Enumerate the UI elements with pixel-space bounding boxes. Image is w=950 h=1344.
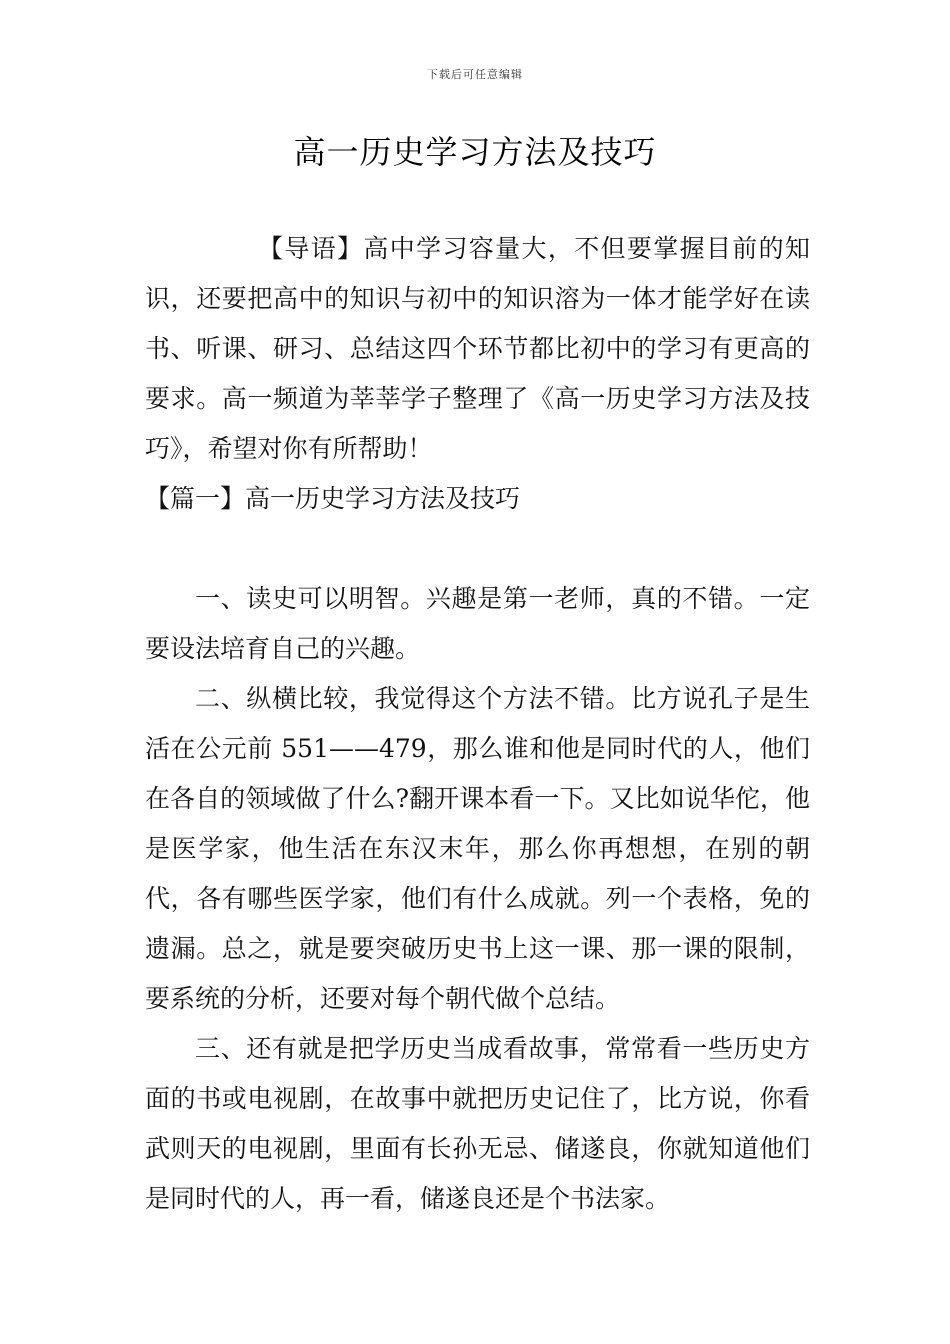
header-note: 下载后可任意编辑 <box>427 68 523 81</box>
document-title: 高一历史学习方法及技巧 <box>293 133 657 171</box>
body-paragraph: 一、读史可以明智。兴趣是第一老师，真的不错。一定要设法培育自己的兴趣。 <box>145 584 810 663</box>
body-paragraph: 三、还有就是把学历史当成看故事，常常看一些历史方面的书或电视剧，在故事中就把历史记住了，比方说，你看武则天的电视剧，里面有长孙无忌、储遂良，你就知道他们是同时代的人，再一看，储遂良还是个书法家。 <box>145 1034 810 1213</box>
body-paragraph: 二、纵横比较，我觉得这个方法不错。比方说孔子是生活在公元前 551——479，那么谁和他是同时代的人，他们在各自的领域做了什么?翻开课本看一下。又比如说华佗，他是医学家，他生活在东汉末年，那么你再想想，在别的朝代，各有哪些医学家，他们有什么成就。列一个表格，免的遗漏。总之，就是要突破历史书上这一课、那一课的限制，要系统的分析，还要对每个朝代做个总结。 <box>145 684 810 1013</box>
section-heading: 【篇一】高一历史学习方法及技巧 <box>145 484 521 513</box>
intro-paragraph: 【导语】高中学习容量大，不但要掌握目前的知识，还要把高中的知识与初中的知识溶为一体才能学好在读书、听课、研习、总结这四个环节都比初中的学习有更高的要求。高一频道为莘莘学子整理了《高一历史学习方法及技巧》，希望对你有所帮助！ <box>145 234 810 463</box>
